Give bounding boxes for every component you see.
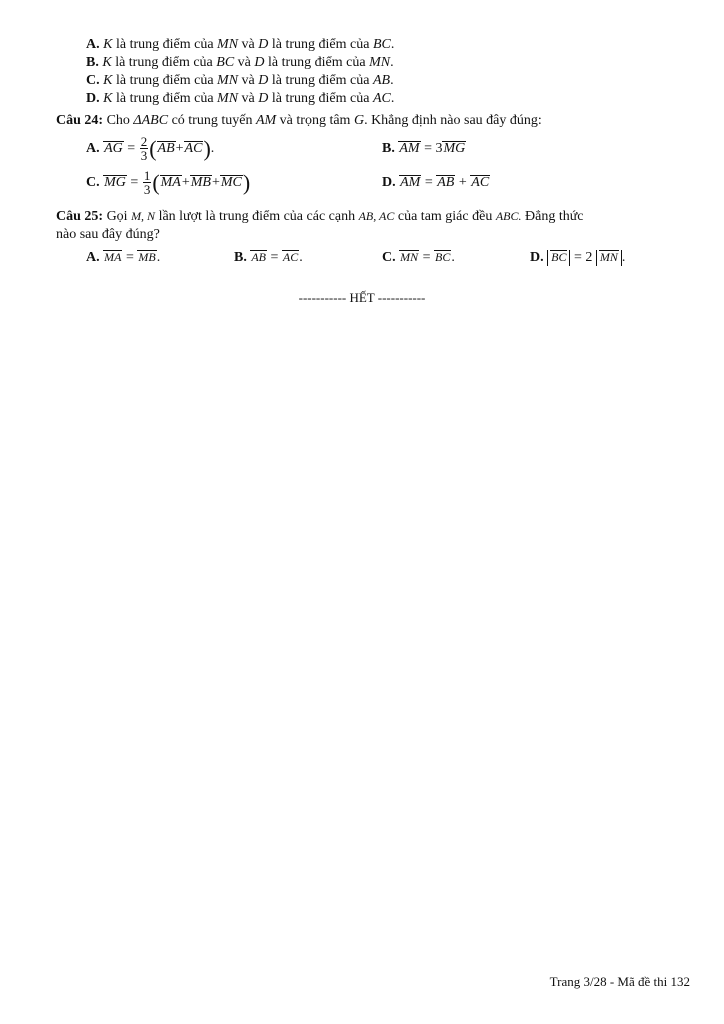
q25-option-a: A. MA = MB. bbox=[86, 250, 161, 265]
q24-stem: Câu 24: Cho ΔABC có trung tuyến AM và trọng tâm G. Khẳng định nào sau đây đúng: bbox=[56, 113, 542, 128]
q25-stem-line2: nào sau đây đúng? bbox=[56, 227, 160, 242]
q23-option-b: B. K là trung điểm của BC và D là trung điểm của MN. bbox=[86, 55, 394, 70]
q25-option-c: C. MN = BC. bbox=[382, 250, 455, 265]
fraction-two-thirds: $\frac{2}{3}$ bbox=[140, 134, 148, 164]
q24-option-d: D. AM = AB + AC bbox=[382, 175, 490, 190]
q23-option-c: C. K là trung điểm của MN và D là trung điểm của AB. bbox=[86, 73, 394, 88]
page-footer: Trang 3/28 - Mã đề thi 132 bbox=[549, 974, 690, 989]
q24-option-b: B. AM = 3MG bbox=[382, 141, 466, 156]
abs-bc: BC bbox=[547, 250, 570, 266]
q25-option-b: B. AB = AC. bbox=[234, 250, 303, 265]
end-marker: ----------- HẾT ----------- bbox=[298, 290, 426, 305]
q25-stem-line1: Câu 25: Gọi M, N lần lượt là trung điểm của các cạnh AB, AC của tam giác đều ABC. Đẳng thức bbox=[56, 209, 584, 224]
fraction-one-third: $\frac{1}{3}$ bbox=[143, 168, 151, 198]
q23-option-a: A. K là trung điểm của MN và D là trung điểm của BC. bbox=[86, 37, 395, 52]
q23-option-d: D. K là trung điểm của MN và D là trung điểm của AC. bbox=[86, 91, 395, 106]
q25-option-d: D. BC = 2 MN . bbox=[530, 250, 626, 265]
q24-option-c: C. MG = $\frac{1}{3}$ (MA+MB+MC) bbox=[86, 168, 251, 198]
q24-option-a: A. AG = $\frac{2}{3}$ (AB+AC). bbox=[86, 134, 215, 164]
abs-mn: MN bbox=[596, 250, 622, 266]
